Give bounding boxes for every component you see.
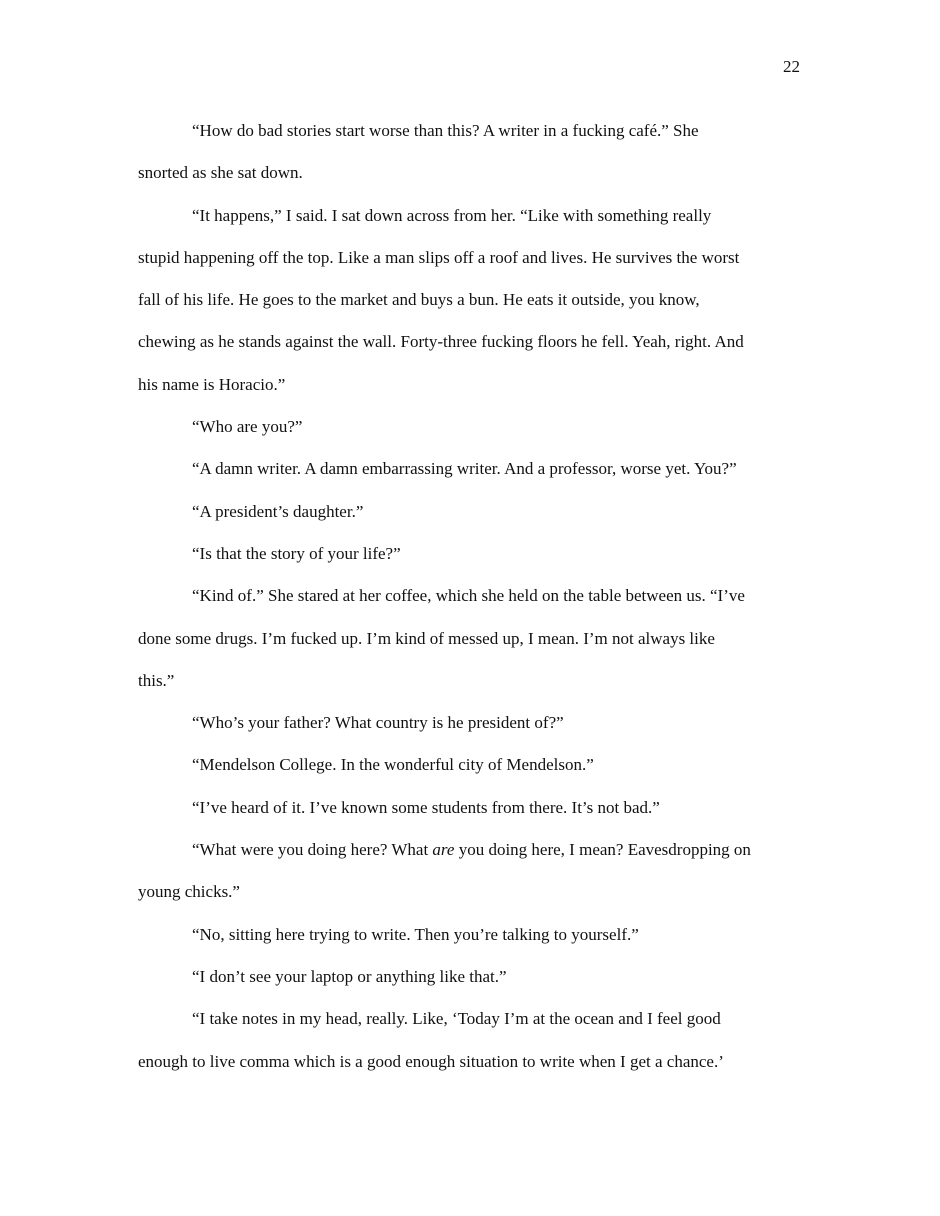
paragraph	[138, 533, 801, 575]
text-fragment: “What were you doing here? What	[192, 840, 433, 860]
text-line: “I’ve heard of it. I’ve known some students from there. It’s not bad.”	[192, 797, 660, 817]
text-line: “Mendelson College. In the wonderful city of Mendelson.”	[192, 755, 594, 775]
text-line: “I don’t see your laptop or anything like that.”	[192, 966, 507, 986]
text-line: “A president’s daughter.”	[192, 501, 364, 521]
text-line: “Kind of.” She stared at her coffee, which she held on the table between us. “I’ve	[192, 586, 745, 606]
paragraph	[138, 575, 801, 702]
paragraph	[138, 787, 801, 829]
paragraph	[138, 448, 801, 490]
text-line: fall of his life. He goes to the market and buys a bun. He eats it outside, you know,	[138, 290, 700, 310]
text-line: enough to live comma which is a good enough situation to write when I get a chance.’	[138, 1051, 724, 1071]
paragraph	[138, 956, 801, 998]
paragraph	[138, 491, 801, 533]
text-line: “It happens,” I said. I sat down across from her. “Like with something really	[192, 205, 712, 225]
text-line: this.”	[138, 670, 175, 690]
paragraph	[138, 998, 801, 1083]
text-line: “Who are you?”	[192, 417, 303, 437]
body-text	[138, 110, 801, 1083]
text-line: “Who’s your father? What country is he president of?”	[192, 713, 564, 733]
paragraph	[138, 702, 801, 744]
text-line: stupid happening off the top. Like a man slips off a roof and lives. He survives the worst	[138, 247, 740, 267]
text-fragment: you doing here, I mean? Eavesdropping on	[454, 840, 751, 860]
text-line: “How do bad stories start worse than this? A writer in a fucking café.” She	[192, 121, 699, 140]
paragraph	[138, 406, 801, 448]
page-number: 22	[783, 57, 800, 76]
text-line: young chicks.”	[138, 882, 240, 902]
text-line: “I take notes in my head, really. Like, ‘Today I’m at the ocean and I feel good	[192, 1009, 721, 1029]
paragraph	[138, 914, 801, 956]
paragraph	[138, 829, 801, 914]
text-line: done some drugs. I’m fucked up. I’m kind of messed up, I mean. I’m not always like	[138, 628, 715, 648]
text-line: “A damn writer. A damn embarrassing writer. And a professor, worse yet. You?”	[192, 459, 737, 479]
paragraph	[138, 110, 801, 195]
paragraph	[138, 744, 801, 786]
text-line: “No, sitting here trying to write. Then you’re talking to yourself.”	[192, 924, 639, 944]
paragraph	[138, 195, 801, 406]
text-line: “Is that the story of your life?”	[192, 543, 401, 563]
text-line: chewing as he stands against the wall. Forty-three fucking floors he fell. Yeah, right. And	[138, 332, 744, 352]
text-line	[138, 829, 801, 871]
emphasized-word: are	[432, 840, 455, 860]
text-line: his name is Horacio.”	[138, 374, 286, 394]
text-line: snorted as she sat down.	[138, 163, 303, 183]
